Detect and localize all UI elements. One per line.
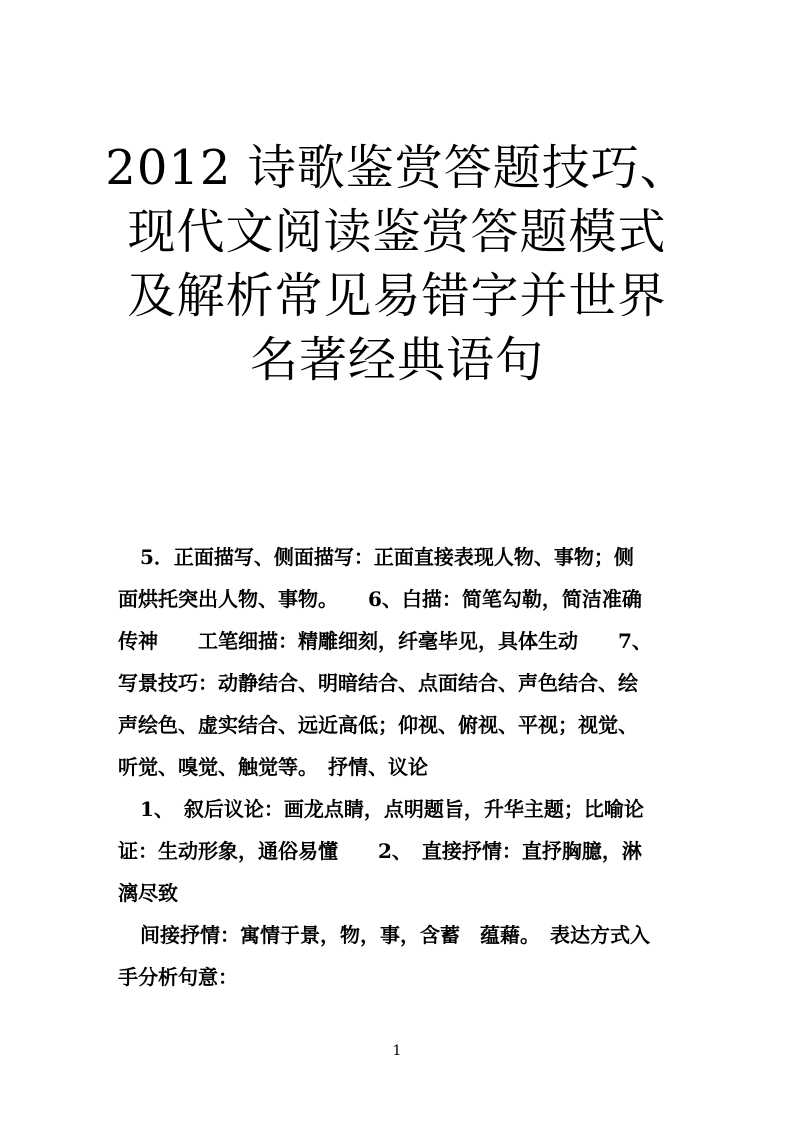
document-body — [118, 536, 680, 998]
body-line: 间接抒情：寓情于景，物，事，含蓄 蕴藉。 表达方式入 — [140, 923, 650, 947]
document-title — [90, 136, 704, 392]
title-line: 现代文阅读鉴赏答题模式 — [127, 204, 667, 260]
title-line: 2012 诗歌鉴赏答题技巧、 — [105, 140, 689, 196]
body-line: 面烘托突出人物、事物。 6、白描：简笔勾勒，简洁准确 — [118, 587, 642, 611]
body-line: 5．正面描写、侧面描写：正面直接表现人物、事物；侧 — [140, 545, 634, 569]
page-number: 1 — [392, 1043, 402, 1059]
body-line: 声绘色、虚实结合、远近高低；仰视、俯视、平视；视觉、 — [118, 713, 638, 737]
body-line: 漓尽致 — [118, 881, 178, 905]
body-line: 1、 叙后议论：画龙点睛，点明题旨，升华主题；比喻论 — [140, 797, 644, 821]
body-line: 手分析句意： — [118, 965, 238, 989]
body-line: 证：生动形象，通俗易懂 2、 直接抒情：直抒胸臆，淋 — [118, 839, 642, 863]
title-line: 及解析常见易错字并世界 — [127, 268, 667, 324]
body-line: 听觉、嗅觉、触觉等。 抒情、议论 — [118, 755, 428, 779]
body-line: 传神 工笔细描：精雕细刻，纤毫毕见，具体生动 7、 — [118, 629, 652, 653]
body-line: 写景技巧：动静结合、明暗结合、点面结合、声色结合、绘 — [118, 671, 638, 695]
title-line: 名著经典语句 — [249, 332, 544, 388]
